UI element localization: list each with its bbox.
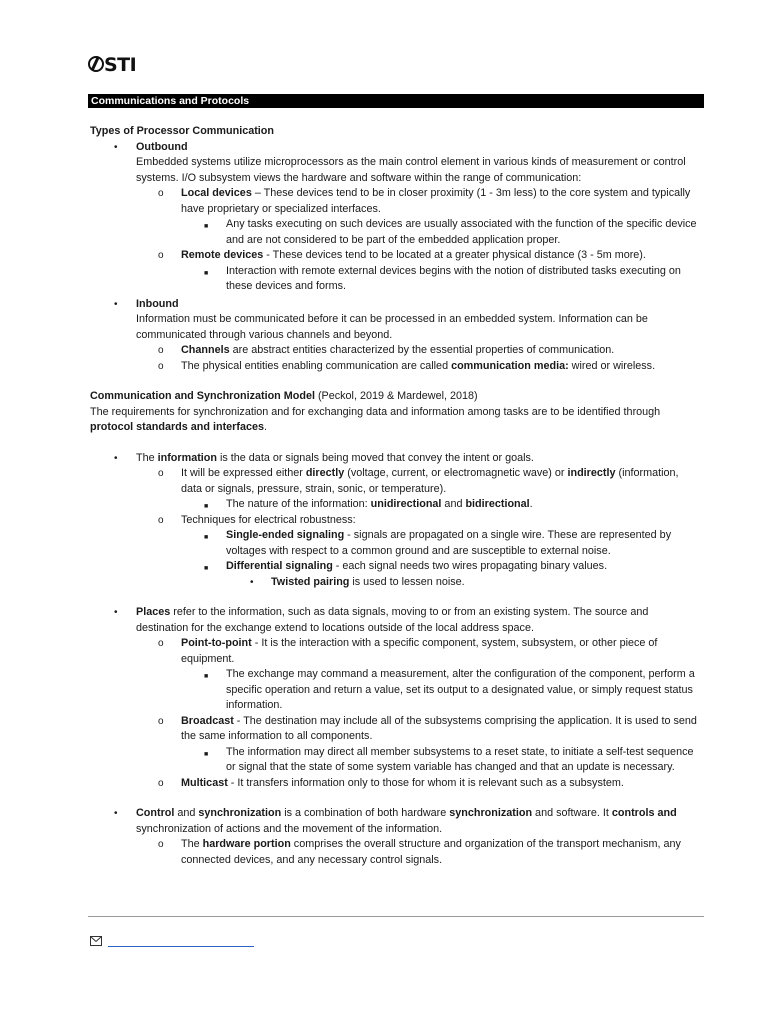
list-item-places: • Places refer to the information, such as data signals, moving to or from an existing system. The source and destination for the exchange extend to locations outside of the local address space.: [114, 606, 649, 634]
email-link[interactable]: [108, 946, 254, 947]
globe-icon: [88, 56, 104, 72]
list-item-local-sub: ■ Any tasks executing on such devices are usually associated with the function of the specific device and are not considered to be part of the embedded application proper.: [204, 218, 697, 246]
list-item-remote-sub: ■ Interaction with remote external devices begins with the notion of distributed tasks executing on these devices and forms.: [204, 264, 681, 292]
envelope-icon: [90, 936, 102, 949]
section-title: Communications and Protocols: [91, 95, 250, 107]
list-item-techniques: o Techniques for electrical robustness:: [158, 513, 356, 526]
list-item-information: • The information is the data or signals being moved that convey the intent or goals.: [114, 451, 534, 464]
list-item-broadcast-sub: ■ The information may direct all member subsystems to a reset state, to initiate a self-test sequence or signal that the state of some system variable has changed and that an update is necessary.: [204, 745, 694, 773]
list-item-p2p-sub: ■ The exchange may command a measurement, alter the configuration of the component, perform a specific operation and return a value, set its output to a designated value, or simply request status information.: [204, 668, 695, 711]
list-item-differential: ■ Differential signaling - each signal needs two wires propagating binary values.: [204, 560, 608, 572]
heading-types: Types of Processor Communication: [90, 125, 274, 137]
sti-logo: STI: [88, 54, 136, 76]
list-item-twisted: • Twisted pairing is used to lessen noise.: [250, 575, 465, 588]
list-item-nature: ■ The nature of the information: unidirectional and bidirectional.: [204, 498, 533, 510]
list-item-multicast: o Multicast - It transfers information only to those for whom it is relevant such as a subsystem.: [158, 776, 624, 789]
list-item-control: • Control and synchronization is a combination of both hardware synchronization and software. It controls and synchronization of actions and the movement of the information.: [114, 807, 677, 835]
document-body: [90, 124, 702, 868]
list-item-point-to-point: o Point-to-point - It is the interaction with a specific component, system, subsystem, or other piece of equipment.: [158, 637, 658, 665]
list-item-single-ended: ■ Single-ended signaling - signals are propagated on a single wire. These are represented by voltages with respect to a common ground and are susceptible to external noise.: [204, 529, 672, 557]
list-item-channels: o Channels are abstract entities characterized by the essential properties of communication.: [158, 344, 615, 356]
paragraph-requirements: The requirements for synchronization and for exchanging data and information among tasks are to be identified through protocol standards and interfaces.: [90, 405, 661, 433]
list-item-media: o The physical entities enabling communication are called communication media: wired or wireless.: [158, 359, 656, 372]
list-item-remote-devices: o Remote devices - These devices tend to be located at a greater physical distance (3 - 5m more).: [158, 249, 646, 261]
list-item-outbound: • Outbound Embedded systems utilize microprocessors as the main control element in various kinds of measurement or control systems. I/O subsystem views the hardware and software within the range of communication:: [114, 140, 686, 184]
list-item-hardware: o The hardware portion comprises the overall structure and organization of the transport mechanism, any connected devices, and any necessary control signals.: [158, 838, 681, 866]
heading-model: Communication and Synchronization Model (Peckol, 2019 & Mardewel, 2018): [90, 390, 478, 402]
list-item-local-devices: o Local devices – These devices tend to be in closer proximity (1 - 3m less) to the core system and typically have proprietary or specialized interfaces.: [158, 187, 691, 215]
list-item-expressed: o It will be expressed either directly (voltage, current, or electromagnetic wave) or indirectly (information, data or signals, pressure, strain, sonic, or temperature).: [158, 467, 679, 495]
footer-divider: [88, 916, 704, 917]
list-item-broadcast: o Broadcast - The destination may include all of the subsystems comprising the application. It is used to send the same information to all components.: [158, 714, 697, 742]
list-item-inbound: • Inbound Information must be communicated before it can be processed in an embedded system. Information can be communicated through various channels and beyond.: [114, 297, 648, 341]
section-title-bar: [88, 94, 704, 108]
